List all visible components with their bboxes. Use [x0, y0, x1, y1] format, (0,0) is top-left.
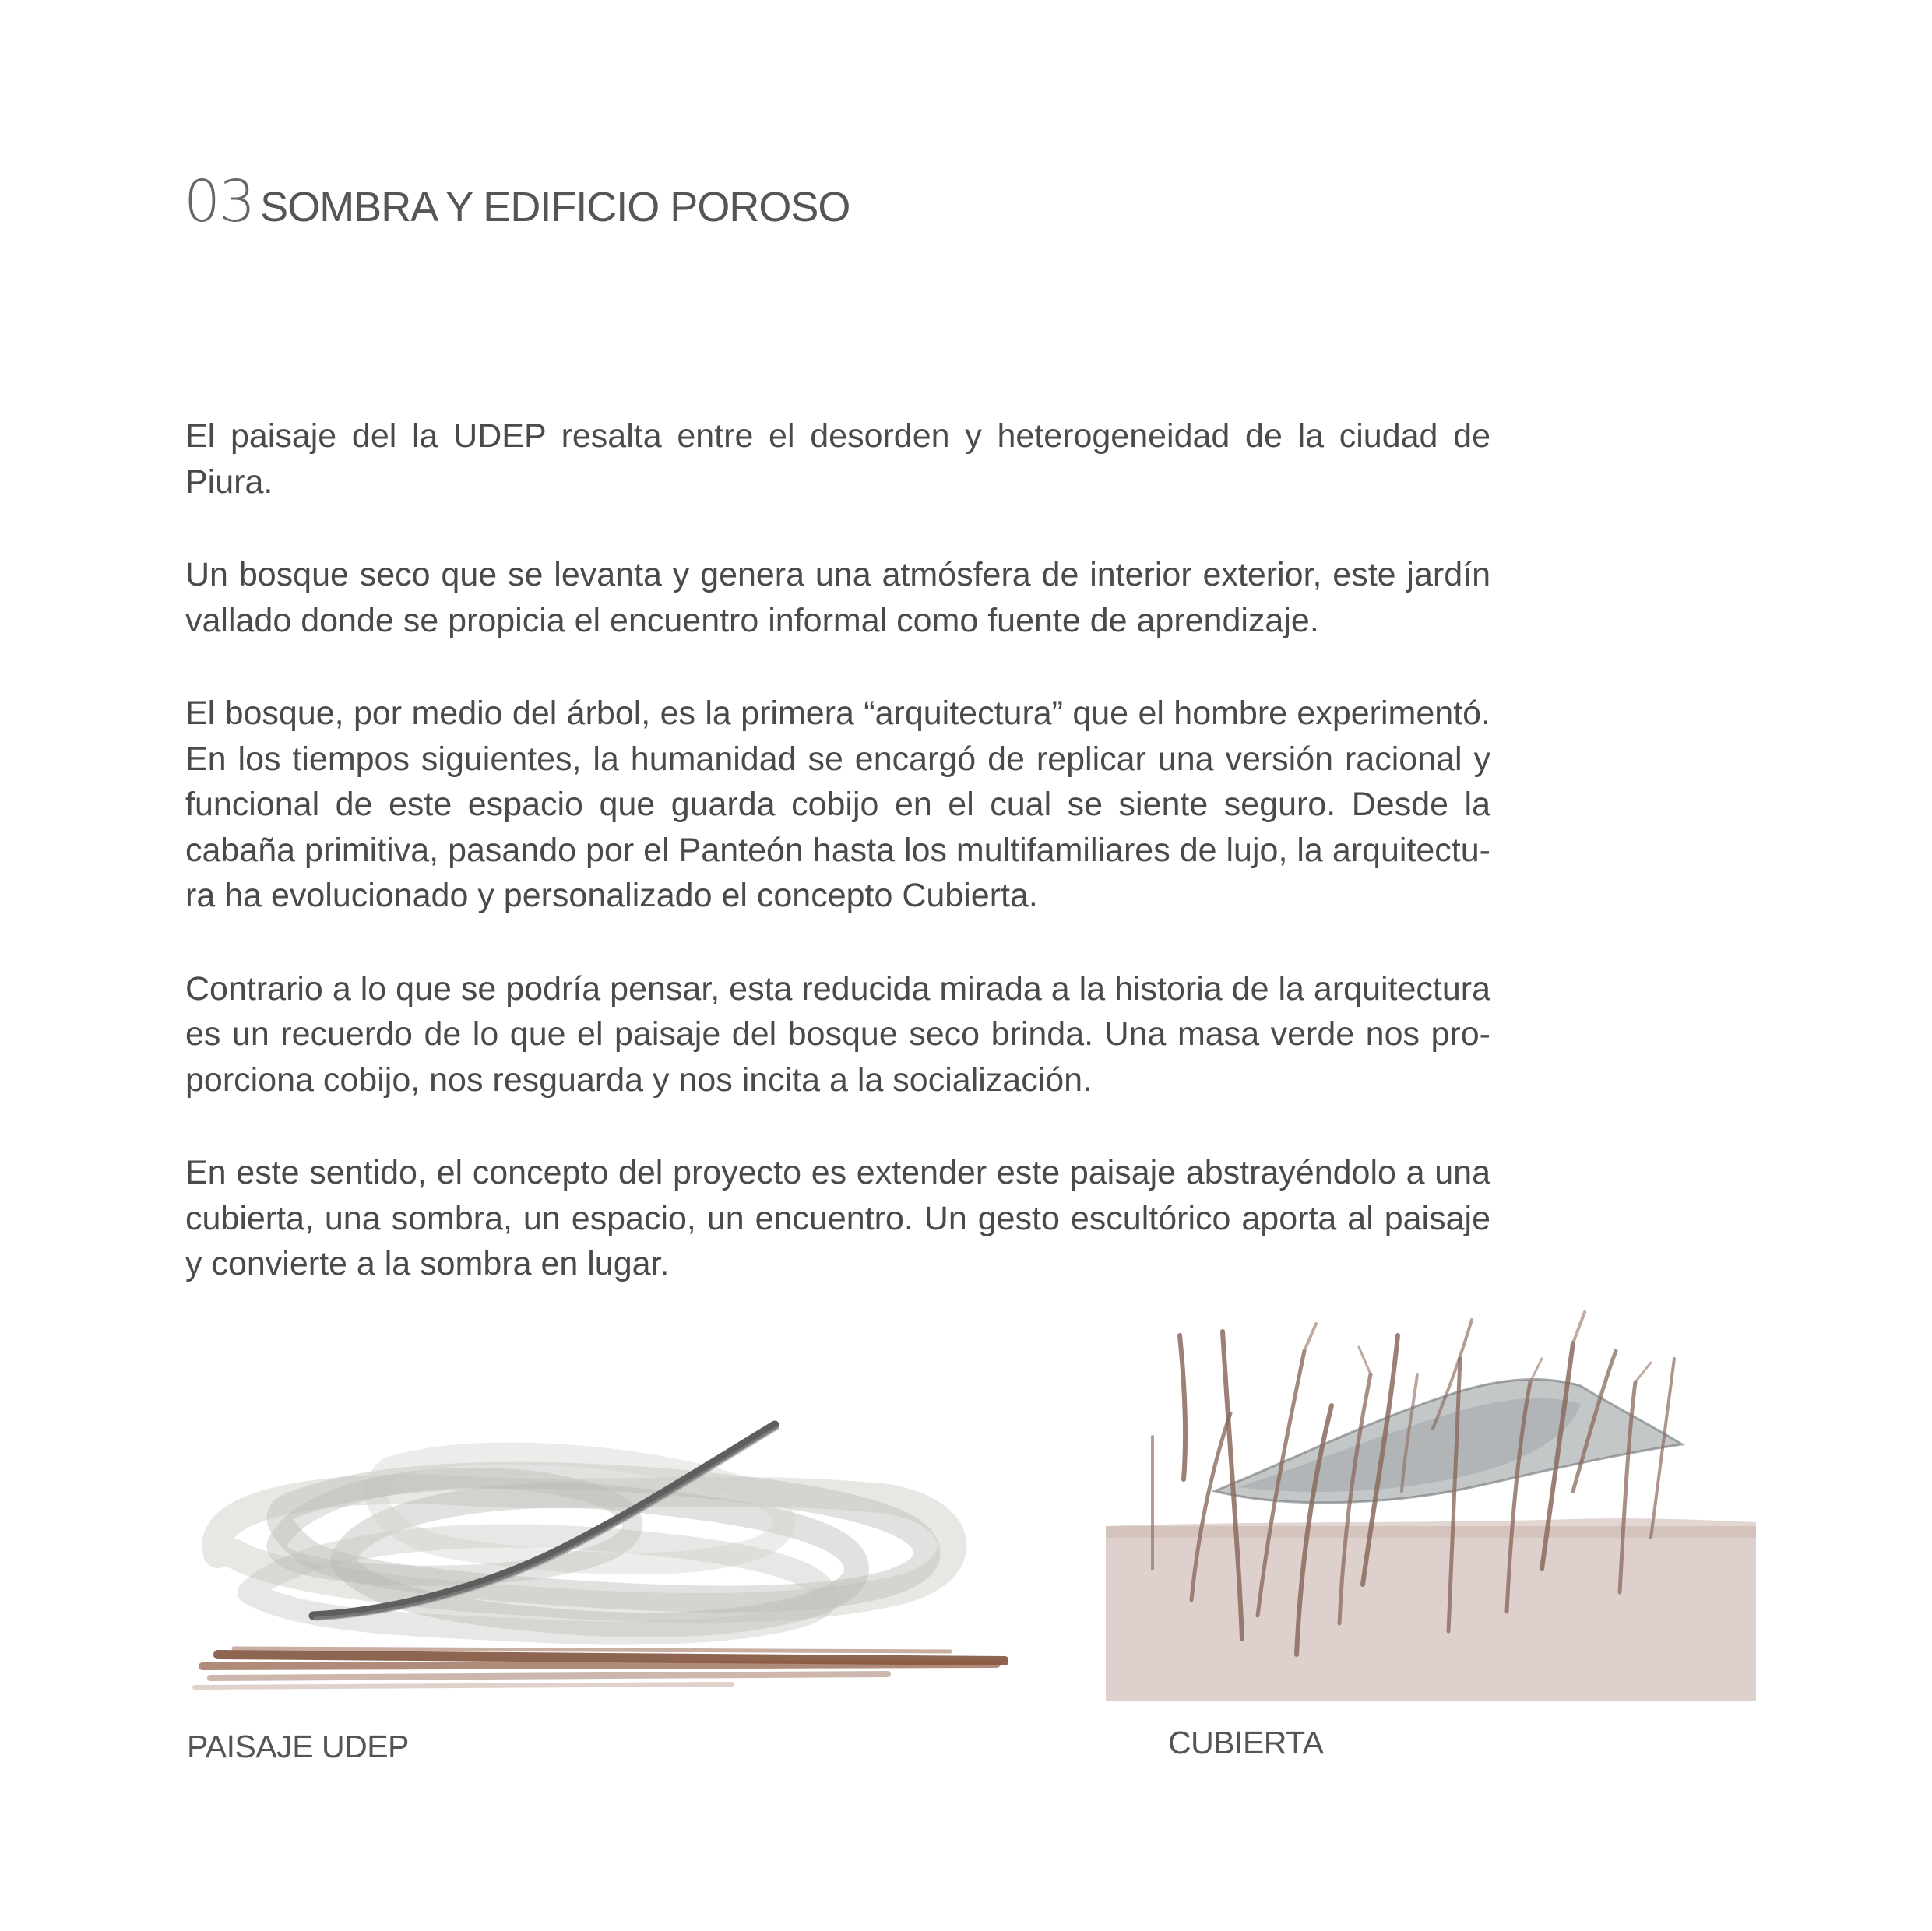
paragraph: El bosque, por medio del árbol, es la primera “arquitectura” que el hombre experimentó. En los tiempos siguientes, la humanidad se encargó de replicar una versión racional y funcional de este espacio que guarda cobijo en el cual se siente seguro. Desde la cabaña primitiva, pasando por el Panteón hasta los multifamiliares de lujo, la arquitectura ha evolucionado y personalizado el concepto Cubierta. — [185, 695, 1490, 914]
cubierta-sketch — [1106, 1289, 1756, 1701]
body-text — [185, 413, 1490, 1287]
branch-strokes — [1304, 1312, 1651, 1382]
paragraph: En este sentido, el concepto del proyecto es extender este paisaje abstrayéndolo a una cubierta, una sombra, un espacio, un encuentro. Un gesto escultórico aporta al paisaje y convierte a la sombra en lugar. — [185, 1154, 1490, 1282]
section-title-text: SOMBRA Y EDIFICIO POROSO — [260, 184, 850, 230]
ground-block — [1106, 1526, 1756, 1701]
branch — [1635, 1363, 1651, 1382]
branch — [1359, 1347, 1371, 1374]
paisaje-udep-sketch — [187, 1398, 1008, 1717]
figure-caption-paisaje: PAISAJE UDEP — [187, 1729, 409, 1764]
section-number: 03 — [184, 168, 255, 235]
figure-caption-cubierta: CUBIERTA — [1168, 1725, 1324, 1760]
tree-trunk — [1180, 1335, 1185, 1479]
ground-stroke — [195, 1684, 732, 1687]
ground-stroke — [218, 1655, 1005, 1661]
ground-stroke — [202, 1664, 997, 1666]
ground-strokes — [195, 1648, 1005, 1687]
branch — [1304, 1324, 1316, 1351]
section-title — [184, 168, 850, 235]
branch — [1573, 1312, 1585, 1343]
paragraph: Contrario a lo que se podría pensar, esta reducida mirada a la historia de la arquitectura es un recuerdo de lo que el paisaje del bosque seco brinda. Una masa verde nos proporciona cobijo, nos resguarda y nos incita a la socialización. — [185, 969, 1490, 1099]
ground-stroke — [210, 1674, 888, 1678]
paragraph: El paisaje del la UDEP resalta entre el desorden y heterogeneidad de la ciudad de Piura. — [185, 417, 1490, 501]
paragraph: Un bosque seco que se levanta y genera una atmósfera de interior exterior, este jardín vallado donde se propicia el encuentro informal como fuente de aprendizaje. — [185, 556, 1490, 639]
